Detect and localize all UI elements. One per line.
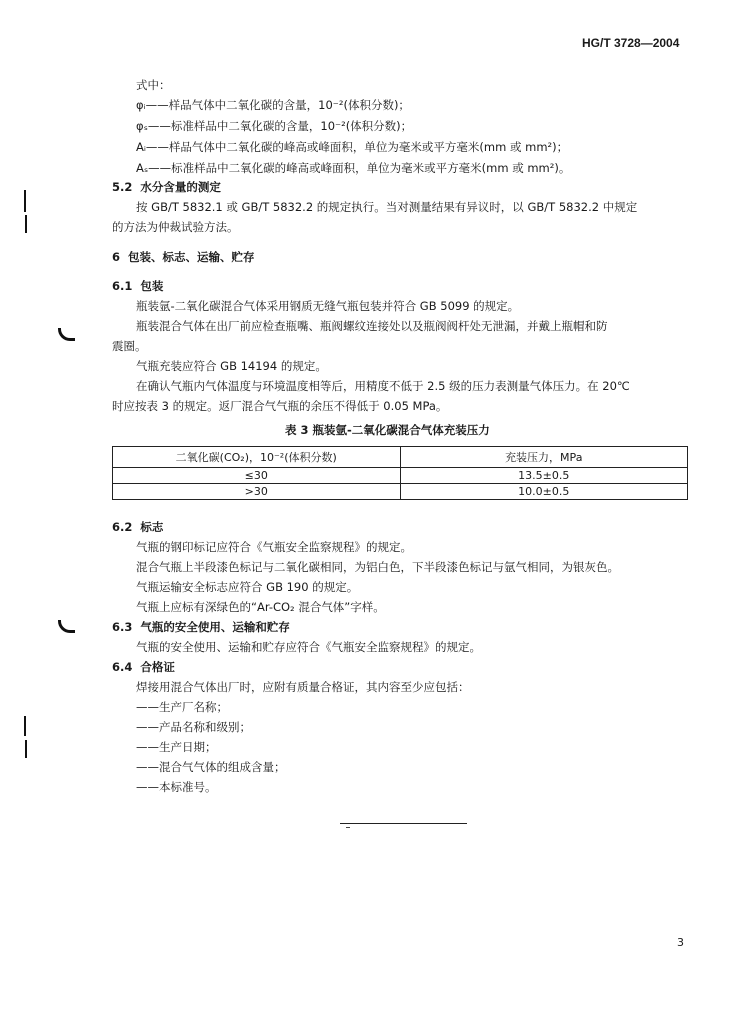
- standard-code-header: HG/T 3728—2004: [582, 36, 680, 50]
- list-item: ——生产日期；: [136, 740, 217, 754]
- section-number: 6.2: [112, 520, 133, 534]
- paragraph-line: 瓶装氩-二氧化碳混合气体采用钢质无缝气瓶包装并符合 GB 5099 的规定。: [136, 299, 520, 313]
- punch-hole-mark: [58, 328, 75, 341]
- list-item: ——混合气气体的组成含量；: [136, 760, 286, 774]
- formula-legend-item: Aₛ——标准样品中二氧化碳的峰高或峰面积，单位为毫米或平方毫米(mm 或 mm²)。: [136, 161, 571, 175]
- section-title: 包装、标志、运输、贮存: [128, 250, 255, 264]
- scan-mark: [25, 740, 27, 758]
- scan-mark: [24, 190, 26, 212]
- section-number: 6.4: [112, 660, 133, 674]
- section-title: 标志: [140, 520, 164, 534]
- paragraph-line: 在确认气瓶内气体温度与环境温度相等后，用精度不低于 2.5 级的压力表测量气体压力。在 20℃: [136, 379, 630, 393]
- page-number: 3: [677, 936, 684, 949]
- list-item: ——生产厂名称；: [136, 700, 228, 714]
- formula-legend-item: φₛ——标准样品中二氧化碳的含量，10⁻²(体积分数)；: [136, 119, 413, 133]
- section-heading-6-2: [112, 518, 163, 536]
- section-heading-5-2: [112, 178, 221, 196]
- section-heading-6-4: [112, 658, 175, 676]
- section-heading-6-1: [112, 277, 163, 295]
- paragraph-line: 气瓶充装应符合 GB 14194 的规定。: [136, 359, 327, 373]
- scan-mark: [24, 716, 26, 736]
- paragraph-line: 焊接用混合气体出厂时，应附有质量合格证，其内容至少应包括：: [136, 680, 470, 694]
- scan-speck: [346, 827, 350, 828]
- section-title: 包装: [140, 279, 164, 293]
- table-header-pressure: 充装压力，MPa: [400, 447, 688, 468]
- section-number: 6.1: [112, 279, 133, 293]
- formula-legend-item: Aᵢ——样品气体中二氧化碳的峰高或峰面积，单位为毫米或平方毫米(mm 或 mm²)；: [136, 140, 569, 154]
- paragraph-line: 按 GB/T 5832.1 或 GB/T 5832.2 的规定执行。当对测量结果有异议时，以 GB/T 5832.2 中规定: [136, 200, 638, 214]
- paragraph-line: 气瓶的钢印标记应符合《气瓶安全监察规程》的规定。: [136, 540, 412, 554]
- table-cell-pressure: 13.5±0.5: [400, 468, 688, 484]
- table-caption: 表 3 瓶装氩-二氧化碳混合气体充装压力: [285, 423, 490, 437]
- paragraph-line: 的方法为仲裁试验方法。: [112, 220, 239, 234]
- section-title: 合格证: [140, 660, 175, 674]
- table-row: [113, 484, 688, 500]
- paragraph-line: 混合气瓶上半段漆色标记与二氧化碳相同，为铝白色，下半段漆色标记与氩气相同，为银灰色。: [136, 560, 619, 574]
- list-item: ——产品名称和级别；: [136, 720, 251, 734]
- section-heading-6: [112, 248, 255, 266]
- section-title: 水分含量的测定: [140, 180, 221, 194]
- list-item: ——本标准号。: [136, 780, 217, 794]
- paragraph-line: 气瓶运输安全标志应符合 GB 190 的规定。: [136, 580, 359, 594]
- paragraph-line: 时应按表 3 的规定。返厂混合气气瓶的余压不得低于 0.05 MPa。: [112, 399, 448, 413]
- section-number: 5.2: [112, 180, 133, 194]
- formula-legend-intro: 式中：: [136, 78, 171, 92]
- section-title: 气瓶的安全使用、运输和贮存: [140, 620, 290, 634]
- paragraph-line: 气瓶的安全使用、运输和贮存应符合《气瓶安全监察规程》的规定。: [136, 640, 481, 654]
- punch-hole-mark: [58, 620, 75, 633]
- scan-mark: [25, 215, 27, 233]
- fill-pressure-table: [112, 446, 688, 500]
- end-of-content-rule: [340, 823, 467, 824]
- paragraph-line: 瓶装混合气体在出厂前应检查瓶嘴、瓶阀螺纹连接处以及瓶阀阀杆处无泄漏，并戴上瓶帽和防: [136, 319, 608, 333]
- table-cell-co2: ≤30: [113, 468, 401, 484]
- table-header-co2: 二氧化碳(CO₂)，10⁻²(体积分数): [113, 447, 401, 468]
- table-cell-co2: >30: [113, 484, 401, 500]
- section-number: 6.3: [112, 620, 133, 634]
- section-heading-6-3: [112, 618, 290, 636]
- paragraph-line: 震圈。: [112, 339, 147, 353]
- formula-legend-item: φᵢ——样品气体中二氧化碳的含量，10⁻²(体积分数)；: [136, 98, 410, 112]
- table-row: [113, 468, 688, 484]
- paragraph-line: 气瓶上应标有深绿色的“Ar-CO₂ 混合气体”字样。: [136, 600, 385, 614]
- table-cell-pressure: 10.0±0.5: [400, 484, 688, 500]
- section-number: 6: [112, 250, 121, 264]
- table-header-row: [113, 447, 688, 468]
